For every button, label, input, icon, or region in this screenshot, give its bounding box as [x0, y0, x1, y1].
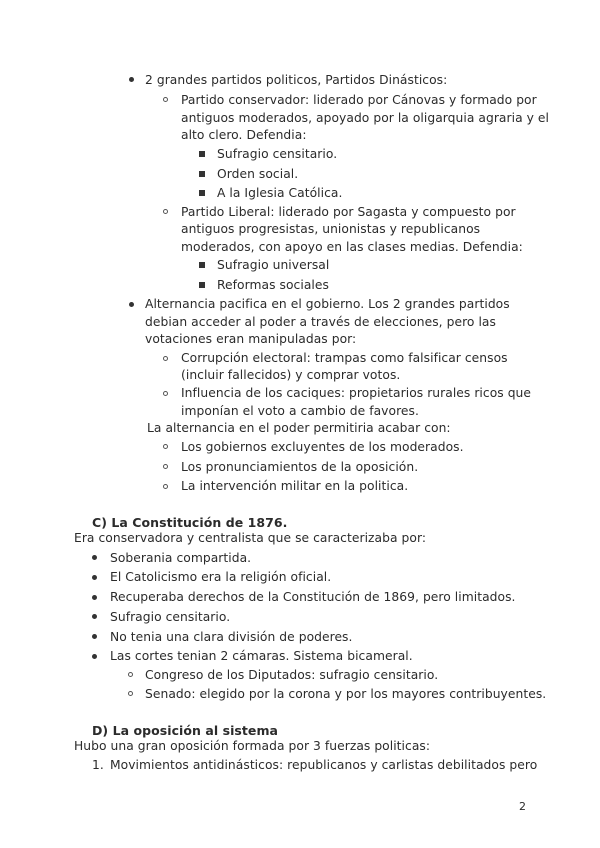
text-line: debian acceder al poder a través de elecciones, pero las — [145, 315, 496, 329]
text-line: (incluir fallecidos) y comprar votos. — [181, 368, 401, 382]
text-line: Partido conservador: liderado por Cánovas y formado por — [181, 93, 537, 107]
square-bullet-marker — [199, 190, 205, 196]
text-line: Los pronunciamientos de la oposición. — [181, 460, 419, 474]
bullet-marker — [92, 595, 97, 600]
text-line: Recuperaba derechos de la Constitución de 1869, pero limitados. — [110, 590, 516, 604]
text-line: moderados, con apoyo en las clases medias. Defendia: — [181, 240, 523, 254]
circle-bullet-marker — [163, 464, 168, 469]
text-line: Sufragio censitario. — [217, 147, 338, 161]
circle-bullet-marker — [163, 97, 168, 102]
text-line: antiguos progresistas, unionistas y republicanos — [181, 222, 481, 236]
text-line: Orden social. — [217, 167, 299, 181]
text-line: Movimientos antidinásticos: republicanos y carlistas debilitados pero — [110, 758, 538, 772]
text-line: A la Iglesia Católica. — [217, 186, 343, 200]
circle-bullet-marker — [163, 391, 168, 396]
text-line: Senado: elegido por la corona y por los mayores contribuyentes. — [145, 687, 547, 701]
text-line: antiguos moderados, apoyado por la oligarquia agraria y el — [181, 111, 550, 125]
square-bullet-marker — [199, 171, 205, 177]
square-bullet-marker — [199, 262, 205, 268]
text-line: 2 grandes partidos politicos, Partidos Dinásticos: — [145, 73, 448, 87]
square-bullet-marker — [199, 282, 205, 288]
text-line: votaciones eran manipuladas por: — [145, 332, 357, 346]
bullet-marker — [92, 654, 97, 659]
square-bullet-marker — [199, 151, 205, 157]
circle-bullet-marker — [163, 356, 168, 361]
bullet-marker — [92, 634, 97, 639]
text-line: Influencia de los caciques: propietarios rurales ricos que — [181, 386, 532, 400]
circle-bullet-marker — [128, 691, 133, 696]
text-line: Soberania compartida. — [110, 551, 252, 565]
section-heading: D) La oposición al sistema — [92, 723, 279, 738]
text-line: La alternancia en el poder permitiria acabar con: — [147, 421, 451, 435]
text-line: Sufragio universal — [217, 258, 330, 272]
list-number: 1. — [92, 758, 104, 772]
text-line: No tenia una clara división de poderes. — [110, 630, 353, 644]
circle-bullet-marker — [163, 484, 168, 489]
text-line: Alternancia pacifica en el gobierno. Los 2 grandes partidos — [145, 297, 510, 311]
circle-bullet-marker — [163, 209, 168, 214]
text-line: La intervención militar en la politica. — [181, 479, 409, 493]
text-line: Los gobiernos excluyentes de los moderados. — [181, 440, 464, 454]
page-number: 2 — [519, 800, 526, 813]
text-line: Las cortes tenian 2 cámaras. Sistema bicameral. — [110, 649, 413, 663]
text-line: imponían el voto a cambio de favores. — [181, 404, 419, 418]
text-line: El Catolicismo era la religión oficial. — [110, 570, 332, 584]
bullet-marker — [129, 77, 134, 82]
text-line: Reformas sociales — [217, 278, 329, 292]
text-line: Hubo una gran oposición formada por 3 fuerzas politicas: — [74, 739, 431, 753]
circle-bullet-marker — [163, 444, 168, 449]
bullet-marker — [92, 575, 97, 580]
section-heading: C) La Constitución de 1876. — [92, 515, 288, 530]
circle-bullet-marker — [128, 672, 133, 677]
text-line: Era conservadora y centralista que se caracterizaba por: — [74, 531, 427, 545]
text-line: Partido Liberal: liderado por Sagasta y compuesto por — [181, 205, 516, 219]
text-line: Corrupción electoral: trampas como falsificar censos — [181, 351, 508, 365]
text-line: Sufragio censitario. — [110, 610, 231, 624]
bullet-marker — [129, 302, 134, 307]
text-line: Congreso de los Diputados: sufragio censitario. — [145, 668, 439, 682]
bullet-marker — [92, 555, 97, 560]
bullet-marker — [92, 614, 97, 619]
text-line: alto clero. Defendia: — [181, 128, 307, 142]
